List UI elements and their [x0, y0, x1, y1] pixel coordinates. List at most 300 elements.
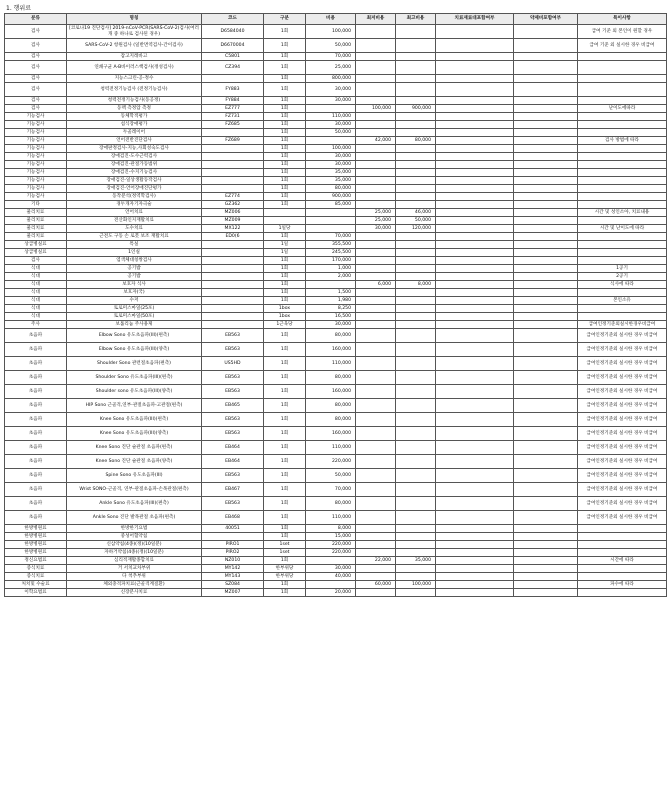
row-max-price	[396, 371, 436, 385]
table-row	[5, 105, 667, 113]
row-code: EB563	[202, 413, 264, 427]
row-max-price	[396, 169, 436, 177]
row-material-included	[436, 581, 514, 589]
row-max-price	[396, 185, 436, 193]
row-name: Knee Sono 유도초음파(III)(편측)	[67, 413, 202, 427]
row-note: 급여인정기준외 실시한 경우 비급여	[578, 357, 667, 371]
row-note	[578, 113, 667, 121]
row-unit: 1회	[264, 137, 306, 145]
row-unit: 1회	[264, 525, 306, 533]
row-code	[202, 185, 264, 193]
row-min-price	[356, 257, 396, 265]
row-name: 공기밥	[67, 273, 202, 281]
row-unit: 1회	[264, 257, 306, 265]
row-min-price	[356, 483, 396, 497]
row-min-price	[356, 233, 396, 241]
table-row	[5, 97, 667, 105]
row-category: 초음파	[5, 511, 67, 525]
row-drug-included	[514, 371, 578, 385]
row-unit: 1회	[264, 161, 306, 169]
row-max-price	[396, 113, 436, 121]
row-note	[578, 161, 667, 169]
table-row	[5, 313, 667, 321]
row-note	[578, 75, 667, 83]
row-code: FZ685	[202, 121, 264, 129]
row-min-price	[356, 533, 396, 541]
row-note	[578, 549, 667, 557]
row-max-price	[396, 153, 436, 161]
row-price	[306, 557, 356, 565]
row-material-included	[436, 39, 514, 53]
row-drug-included	[514, 413, 578, 427]
row-drug-included	[514, 581, 578, 589]
row-material-included	[436, 137, 514, 145]
row-name: 신장분사치료	[67, 589, 202, 597]
table-row	[5, 573, 667, 581]
row-code	[202, 169, 264, 177]
row-note	[578, 313, 667, 321]
row-name: 중성어혈약침	[67, 533, 202, 541]
row-drug-included	[514, 329, 578, 343]
row-min-price	[356, 39, 396, 53]
row-code: NZ010	[202, 557, 264, 565]
row-material-included	[436, 169, 514, 177]
row-note	[578, 565, 667, 573]
row-drug-included	[514, 39, 578, 53]
row-price: 80,000	[306, 413, 356, 427]
row-material-included	[436, 113, 514, 121]
row-material-included	[436, 497, 514, 511]
row-min-price	[356, 83, 396, 97]
row-unit: 1box	[264, 313, 306, 321]
row-drug-included	[514, 441, 578, 455]
header-category: 분류	[5, 14, 67, 25]
row-code	[202, 145, 264, 153]
row-material-included	[436, 455, 514, 469]
row-drug-included	[514, 75, 578, 83]
row-name: 보툴리눔 주사용제	[67, 321, 202, 329]
row-max-price	[396, 145, 436, 153]
row-material-included	[436, 329, 514, 343]
table-row	[5, 483, 667, 497]
row-category: 기능검사	[5, 185, 67, 193]
table-row	[5, 541, 667, 549]
table-row	[5, 273, 667, 281]
row-note: 시간에 따라	[578, 557, 667, 565]
row-unit: 1회	[264, 289, 306, 297]
row-price: 355,500	[306, 241, 356, 249]
row-max-price	[396, 289, 436, 297]
table-row	[5, 455, 667, 469]
row-material-included	[436, 525, 514, 533]
row-name: 1인실	[67, 249, 202, 257]
row-min-price	[356, 399, 396, 413]
row-drug-included	[514, 565, 578, 573]
row-unit	[264, 217, 306, 225]
row-unit: 1일	[264, 249, 306, 257]
row-max-price	[396, 469, 436, 483]
row-drug-included	[514, 589, 578, 597]
row-min-price	[356, 75, 396, 83]
row-max-price: 80,000	[396, 137, 436, 145]
row-code: PIRO2	[202, 549, 264, 557]
row-material-included	[436, 357, 514, 371]
row-price: 80,000	[306, 329, 356, 343]
row-min-price: 100,000	[356, 105, 396, 113]
row-max-price	[396, 75, 436, 83]
row-code	[202, 249, 264, 257]
row-drug-included	[514, 385, 578, 399]
row-price: 30,000	[306, 121, 356, 129]
row-note: 급여인정기준외 실시한 경우 비급여	[578, 399, 667, 413]
row-category: 증식치료	[5, 565, 67, 573]
table-row	[5, 39, 667, 53]
row-drug-included	[514, 469, 578, 483]
row-category: 기능검사	[5, 145, 67, 153]
row-unit: 1일당	[264, 225, 306, 233]
row-category: 초음파	[5, 329, 67, 343]
row-min-price	[356, 385, 396, 399]
row-category: 검사	[5, 75, 67, 83]
row-name: 청력전정기능검사(동공정)	[67, 97, 202, 105]
row-category: 기능검사	[5, 137, 67, 145]
row-min-price	[356, 413, 396, 427]
row-material-included	[436, 105, 514, 113]
row-note	[578, 193, 667, 201]
table-row	[5, 357, 667, 371]
row-min-price: 25,000	[356, 217, 396, 225]
header-code: 코드	[202, 14, 264, 25]
row-price	[306, 225, 356, 233]
row-note: 급여 기준 외 본인이 원할 경우	[578, 25, 667, 39]
row-drug-included	[514, 97, 578, 105]
fee-table	[4, 13, 667, 597]
row-note: 급여인정기준외 실시한 경우 비급여	[578, 497, 667, 511]
table-row	[5, 193, 667, 201]
row-unit: 1회	[264, 75, 306, 83]
row-max-price	[396, 427, 436, 441]
row-note	[578, 525, 667, 533]
row-name: Ankle Sono 유도초음파(III)(편측)	[67, 497, 202, 511]
row-price: 40,000	[306, 573, 356, 581]
row-drug-included	[514, 321, 578, 329]
row-name: Shoulder Sono 유도초음파(III)(편측)	[67, 371, 202, 385]
row-category: 초음파	[5, 455, 67, 469]
row-material-included	[436, 511, 514, 525]
row-min-price	[356, 61, 396, 75]
row-material-included	[436, 565, 514, 573]
row-category: 기능검사	[5, 113, 67, 121]
row-drug-included	[514, 25, 578, 39]
row-material-included	[436, 289, 514, 297]
row-drug-included	[514, 305, 578, 313]
row-max-price	[396, 233, 436, 241]
row-price: 245,500	[306, 249, 356, 257]
row-price: 100,000	[306, 145, 356, 153]
row-max-price	[396, 273, 436, 281]
row-material-included	[436, 469, 514, 483]
row-code: EB563	[202, 385, 264, 399]
table-row	[5, 297, 667, 305]
row-price: 80,000	[306, 497, 356, 511]
table-row	[5, 83, 667, 97]
row-price: 50,000	[306, 129, 356, 137]
row-category: 검사	[5, 25, 67, 39]
row-min-price	[356, 97, 396, 105]
row-max-price	[396, 249, 436, 257]
row-material-included	[436, 201, 514, 209]
row-note	[578, 289, 667, 297]
row-drug-included	[514, 557, 578, 565]
row-name: 보호자(국)	[67, 289, 202, 297]
row-category: 초음파	[5, 343, 67, 357]
row-name: 특실	[67, 241, 202, 249]
row-price	[306, 105, 356, 113]
row-unit: 1회	[264, 177, 306, 185]
row-min-price	[356, 241, 396, 249]
row-max-price: 900,000	[396, 105, 436, 113]
row-drug-included	[514, 83, 578, 97]
row-material-included	[436, 413, 514, 427]
row-name: 청력전정기능검사 (전정기능검사)	[67, 83, 202, 97]
table-row	[5, 75, 667, 83]
row-unit: 1회	[264, 427, 306, 441]
row-min-price	[356, 53, 396, 61]
row-name: Knee Sono 진단 슬관절 초음파(편측)	[67, 441, 202, 455]
table-row	[5, 557, 667, 565]
row-max-price	[396, 83, 436, 97]
row-max-price	[396, 565, 436, 573]
row-price	[306, 217, 356, 225]
row-unit: 1회	[264, 185, 306, 193]
row-material-included	[436, 257, 514, 265]
row-unit: 1회	[264, 53, 306, 61]
row-drug-included	[514, 541, 578, 549]
row-min-price	[356, 201, 396, 209]
row-min-price	[356, 589, 396, 597]
table-row	[5, 511, 667, 525]
row-note	[578, 185, 667, 193]
row-unit: 1회	[264, 39, 306, 53]
row-unit: 1회	[264, 83, 306, 97]
section-title: 1. 행위료	[6, 5, 32, 12]
row-note: 1공기	[578, 265, 667, 273]
row-note: 급여인정기준외 실시한 경우 비급여	[578, 343, 667, 357]
row-drug-included	[514, 201, 578, 209]
row-drug-included	[514, 209, 578, 217]
row-max-price	[396, 265, 436, 273]
row-price: 30,000	[306, 161, 356, 169]
table-row	[5, 469, 667, 483]
row-min-price: 6,000	[356, 281, 396, 289]
row-material-included	[436, 161, 514, 169]
row-material-included	[436, 343, 514, 357]
header-min-price: 최저비용	[356, 14, 396, 25]
row-code: MZ007	[202, 589, 264, 597]
row-material-included	[436, 185, 514, 193]
row-material-included	[436, 83, 514, 97]
row-note: 급여인정기준외 실시한 경우 비급여	[578, 385, 667, 399]
row-name: 거 서치교차부위	[67, 565, 202, 573]
table-row	[5, 121, 667, 129]
table-row	[5, 177, 667, 185]
row-max-price	[396, 497, 436, 511]
row-category: 초음파	[5, 497, 67, 511]
row-price: 50,000	[306, 469, 356, 483]
row-drug-included	[514, 185, 578, 193]
row-code: ED0(6	[202, 233, 264, 241]
row-code	[202, 75, 264, 83]
row-material-included	[436, 241, 514, 249]
row-price: 220,000	[306, 549, 356, 557]
row-drug-included	[514, 145, 578, 153]
row-max-price	[396, 343, 436, 357]
row-note: 급여인정기준외 실시한 경우 비급여	[578, 441, 667, 455]
row-unit: 1회	[264, 145, 306, 153]
row-drug-included	[514, 241, 578, 249]
row-max-price: 120,000	[396, 225, 436, 233]
row-unit: 1set	[264, 549, 306, 557]
row-min-price	[356, 273, 396, 281]
row-note: 급여인정기준외 실시한 경우 비급여	[578, 483, 667, 497]
row-note: 시간 및 성인소아, 치료내용	[578, 209, 667, 217]
table-row	[5, 305, 667, 313]
row-category: 기능검사	[5, 169, 67, 177]
row-drug-included	[514, 427, 578, 441]
row-code: EB468	[202, 511, 264, 525]
row-max-price	[396, 39, 436, 53]
row-min-price	[356, 265, 396, 273]
row-max-price	[396, 483, 436, 497]
row-category: 기능검사	[5, 177, 67, 185]
row-code	[202, 153, 264, 161]
row-max-price	[396, 533, 436, 541]
row-max-price	[396, 399, 436, 413]
row-code: US5HD	[202, 357, 264, 371]
row-unit: 한부위당	[264, 565, 306, 573]
row-note	[578, 61, 667, 75]
row-drug-included	[514, 233, 578, 241]
row-price: 30,000	[306, 153, 356, 161]
row-unit: 1회	[264, 169, 306, 177]
table-row	[5, 281, 667, 289]
row-drug-included	[514, 399, 578, 413]
row-drug-included	[514, 511, 578, 525]
table-row	[5, 61, 667, 75]
row-code	[202, 273, 264, 281]
row-note	[578, 145, 667, 153]
row-name: 토로미스마일(50포)	[67, 313, 202, 321]
row-category: 주사	[5, 321, 67, 329]
row-unit: 1회	[264, 193, 306, 201]
row-name: 동체학적평가	[67, 113, 202, 121]
row-name: 공기밥	[67, 265, 202, 273]
row-max-price: 50,000	[396, 217, 436, 225]
row-code	[202, 257, 264, 265]
row-unit: 1회	[264, 129, 306, 137]
row-price: 80,000	[306, 399, 356, 413]
row-price: 8,000	[306, 525, 356, 533]
table-row	[5, 525, 667, 533]
row-material-included	[436, 427, 514, 441]
row-price	[306, 137, 356, 145]
row-note	[578, 217, 667, 225]
row-drug-included	[514, 121, 578, 129]
row-category: 검사	[5, 53, 67, 61]
table-row	[5, 137, 667, 145]
row-price: 30,000	[306, 321, 356, 329]
row-note: 파수에 따라	[578, 581, 667, 589]
row-category: 한방병원료	[5, 541, 67, 549]
row-code	[202, 241, 264, 249]
row-name: 잠고지레바고	[67, 53, 202, 61]
row-price	[306, 209, 356, 217]
row-note	[578, 541, 667, 549]
table-row	[5, 565, 667, 573]
row-drug-included	[514, 225, 578, 233]
row-min-price	[356, 427, 396, 441]
row-name: 섭식장애평가	[67, 121, 202, 129]
row-name: 장애판정검사-지능,사회성숙도검사	[67, 145, 202, 153]
row-code	[202, 289, 264, 297]
row-unit: 1set	[264, 541, 306, 549]
row-category: 물리치료	[5, 209, 67, 217]
row-code: PIRO1	[202, 541, 264, 549]
row-unit: 1회	[264, 483, 306, 497]
table-row	[5, 169, 667, 177]
row-name: 다 척추부위	[67, 573, 202, 581]
row-category: 초음파	[5, 357, 67, 371]
row-max-price	[396, 305, 436, 313]
row-note: 급여 기준 외 실시한 경우 비급여	[578, 39, 667, 53]
row-material-included	[436, 557, 514, 565]
table-row	[5, 321, 667, 329]
row-name: 경두개자기자극술	[67, 201, 202, 209]
row-unit: 1근육당	[264, 321, 306, 329]
row-price: 30,000	[306, 97, 356, 105]
row-material-included	[436, 265, 514, 273]
row-code: EB563	[202, 469, 264, 483]
row-material-included	[436, 61, 514, 75]
row-material-included	[436, 589, 514, 597]
row-code: EB563	[202, 343, 264, 357]
row-drug-included	[514, 61, 578, 75]
row-category: 초음파	[5, 427, 67, 441]
row-price: 110,000	[306, 357, 356, 371]
row-unit: 1일	[264, 241, 306, 249]
row-unit: 1회	[264, 469, 306, 483]
table-row	[5, 343, 667, 357]
row-min-price	[356, 305, 396, 313]
row-price: 110,000	[306, 441, 356, 455]
header-material-included: 치료재료대포함여부	[436, 14, 514, 25]
table-row	[5, 371, 667, 385]
row-price: 70,000	[306, 233, 356, 241]
row-name: Elbow Sono 유도초음파(III)(편측)	[67, 329, 202, 343]
row-drug-included	[514, 297, 578, 305]
row-drug-included	[514, 257, 578, 265]
row-min-price	[356, 541, 396, 549]
row-unit: 1회	[264, 413, 306, 427]
row-price: 100,000	[306, 25, 356, 39]
row-category: 기능검사	[5, 129, 67, 137]
row-unit: 1회	[264, 385, 306, 399]
row-category: 기능검사	[5, 161, 67, 169]
row-name: Ankle Sono 진단 발목관절 초음파(편측)	[67, 511, 202, 525]
row-price: 220,000	[306, 455, 356, 469]
row-material-included	[436, 177, 514, 185]
row-note	[578, 129, 667, 137]
